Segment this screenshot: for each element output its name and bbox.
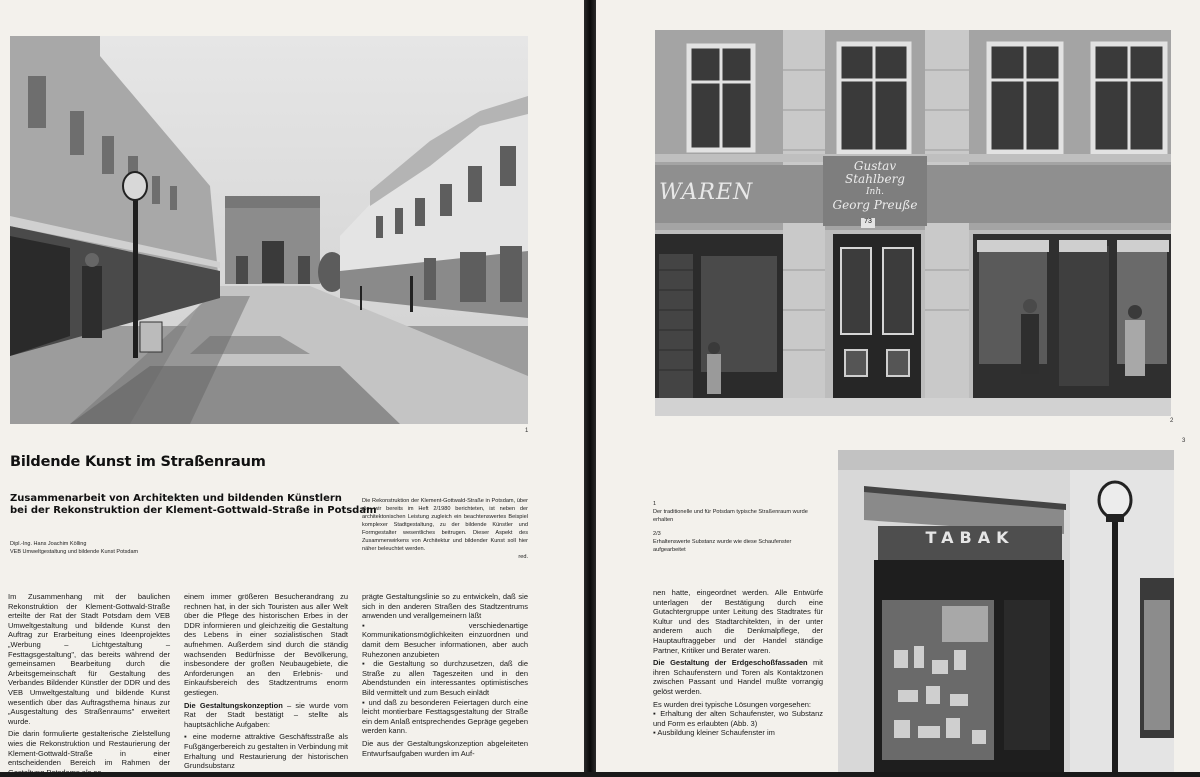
col1-para-2: Die darin formulierte gestalterische Zielstellung wies die Rekonstruktion und Restaurierung der Klement-Gottwald-Straße in einer entscheidenden Bereich im Rahmen der Gestaltung Potsdams als so- bbox=[8, 729, 170, 777]
right-bullet-1: ▪ Erhaltung der alten Schaufenster, wo Substanz und Form es erlaubten (Abb. 3) bbox=[653, 709, 823, 728]
caption-1-number: 1 bbox=[653, 501, 657, 507]
text-column-2 bbox=[184, 592, 348, 771]
right-page bbox=[596, 0, 1200, 772]
caption-23-text: Erhaltenswerte Substanz wurde wie diese Schaufenster aufgearbeitet bbox=[653, 539, 792, 553]
right-para-1: nen hatte, eingeordnet werden. Alle Entwürfe unterlagen der Bestätigung durch eine Gutachtergruppe unter Leitung des Stadtrates für Kultur und des Stadtarchitekten, in der unter anderem auch die Denkmalpflege, der Hauptauftraggeber und der Handel ständige Partner, Kritiker und Berater waren. bbox=[653, 588, 823, 655]
figure-2-number: 2 bbox=[1170, 418, 1174, 424]
col2-heading: Die Gestaltungskonzeption bbox=[184, 700, 283, 710]
col3-para-1: prägte Gestaltungslinie so zu entwickeln, daß sie sich in den anderen Straßen des Stadtzentrums anwenden und verallgemeinern läßt bbox=[362, 592, 528, 621]
sign-owner-line-1: Gustav Stahlberg bbox=[845, 159, 905, 186]
col3-para-2: Die aus der Gestaltungskonzeption abgeleiteten Entwurfsaufgaben wurden im Auf- bbox=[362, 738, 528, 758]
caption-23-number: 2/3 bbox=[653, 531, 661, 537]
sign-waren: WAREN bbox=[659, 180, 754, 205]
col2-para-1: einem immer größeren Besucherandrang zu rechnen hat, in der sich Touristen aus aller Welt über die Pflege des historischen Erbes in der DDR informieren und gleichzeitig die Gestaltung des Lebens in einer sozialistischen Stadt aufnehmen. Außerdem sind durch die ständig wachsenden Bedürfnisse der Bevölkerung, insbesondere der großen Neubaugebiete, die Anforderungen an den Erlebnis- und Einkaufsbereich des Stadtzentrums enorm gestiegen. bbox=[184, 592, 348, 697]
caption-1 bbox=[653, 500, 823, 554]
editorial-abstract bbox=[362, 497, 528, 561]
col2-bullet-1: ▪ eine moderne attraktive Geschäftsstraße als Fußgängerbereich zu gestalten in Verbindung mit Erhaltung und Restaurierung der historischen Grundsubstanz bbox=[184, 732, 348, 771]
house-number: 73 bbox=[864, 218, 872, 225]
street-photo bbox=[10, 36, 528, 424]
left-page bbox=[0, 0, 584, 777]
col3-bullet-2: ▪ die Gestaltung so durchzusetzen, daß die Straße zu allen Tageszeiten und in den Abendstunden ein interessantes optimistisches Bild vermittelt und zum Besuch einlädt bbox=[362, 659, 528, 697]
caption-1-text: Der traditionelle und für Potsdam typische Straßenraum wurde erhalten bbox=[653, 509, 808, 523]
right-bullet-2: ▪ Ausbildung kleiner Schaufenster im bbox=[653, 728, 775, 738]
article-subtitle bbox=[10, 493, 377, 517]
author-affiliation: VEB Umweltgestaltung und bildende Kunst Potsdam bbox=[10, 549, 139, 555]
right-heading: Die Gestaltung der Erdgeschoßfassaden bbox=[653, 658, 808, 668]
subtitle-line-1: Zusammenarbeit von Architekten und bildenden Künstlern bbox=[10, 493, 342, 504]
author-credit bbox=[10, 540, 210, 556]
storefront-photo bbox=[655, 30, 1171, 416]
figure-3-number: 3 bbox=[1182, 438, 1186, 444]
sign-owner-line-3: Georg Preuße bbox=[832, 198, 918, 212]
sign-owner bbox=[823, 160, 927, 212]
sign-owner-line-2: Inh. bbox=[865, 187, 884, 197]
col3-bullet-1: ▪ verschiedenartige Kommunikationsmöglichkeiten einzuordnen und damit dem Besucher informationen, aber auch Ruhezonen anzubieten bbox=[362, 620, 528, 659]
right-para-2: mit ihren Schaufenstern und Toren als Kontaktzonen zwischen Passant und Handel mußte vorrangig gelöst werden. bbox=[653, 658, 823, 696]
col2-para-2: – sie wurde vom Rat der Stadt bestätigt – stellte als hauptsächliche Aufgaben: bbox=[184, 700, 348, 729]
article-title: Bildende Kunst im Straßenraum bbox=[10, 454, 266, 470]
right-text-column bbox=[653, 588, 823, 738]
subtitle-line-2: bei der Rekonstruktion der Klement-Gottwald-Straße in Potsdam bbox=[10, 505, 377, 516]
author-name: Dipl.-Ing. Hans Joachim Kölling bbox=[10, 541, 87, 547]
book-gutter bbox=[584, 0, 596, 772]
sign-tabak: TABAK bbox=[925, 528, 1015, 547]
tabak-shop-photo bbox=[838, 450, 1174, 772]
text-column-1 bbox=[8, 592, 170, 777]
col3-bullet-3: ▪ und daß zu besonderen Feiertagen durch eine leicht montierbare Festtagsgestaltung der Straße ein dem Anlaß entsprechendes Gepräge gegeben werden kann. bbox=[362, 697, 528, 736]
text-column-3 bbox=[362, 592, 528, 758]
abstract-sign: red. bbox=[518, 554, 528, 560]
abstract-text: Die Rekonstruktion der Klement-Gottwald-Straße in Potsdam, über die wir bereits im Heft 2/1980 berichteten, ist neben der architektonischen Leistung zugleich ein beachtenswertes Beispiel komplexer Stadtgestaltung, zu der bildende Künstler und Formgestalter wesentliches beitrugen. Dieser Aspekt des Zusammenwirkens von Architektur und bildender Kunst soll hier näher beleuchtet werden. bbox=[362, 498, 528, 552]
right-para-3: Es wurden drei typische Lösungen vorgesehen: bbox=[653, 699, 812, 709]
figure-1-number: 1 bbox=[525, 428, 529, 434]
col1-para-1: Im Zusammenhang mit der baulichen Rekonstruktion der Klement-Gottwald-Straße erteilte der Rat der Stadt Potsdam dem VEB Umweltgestaltung und bildende Kunst den Auftrag zur Erarbeitung eines Ideenprojektes „Werbung – Lichtgestaltung – Festtagsgestaltung", das bereits während der gemeinsamen Bearbeitung durch die Arbeitsgemeinschaft für Gestaltung des Verbandes Bildender Künstler der DDR und des VEB Umweltgestaltung und bildende Kunst wesentlich über das Auftragsthema hinaus zur „Ausgestaltung des Straßenraums" erweitert wurde. bbox=[8, 592, 170, 726]
